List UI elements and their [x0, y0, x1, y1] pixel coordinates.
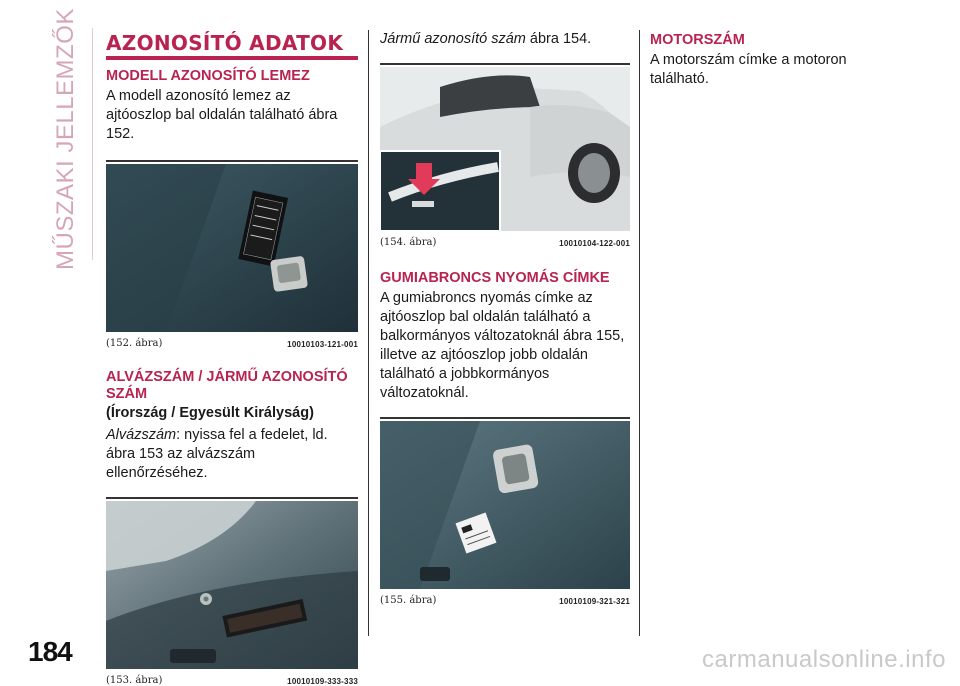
- figure-152: [106, 160, 358, 349]
- figure-153-label: (153. ábra): [106, 675, 163, 686]
- model-plate-heading: MODELL AZONOSÍTÓ LEMEZ: [106, 68, 310, 84]
- engine-number-heading: MOTORSZÁM: [650, 32, 745, 48]
- figure-154: [380, 63, 630, 248]
- tyre-pressure-text: A gumiabroncs nyomás címke az ajtóoszlop bal oldalán található a balkormányos változatoknál ábra 155, illetve az ajtóoszlop jobb oldalán található a jobbkormányos változatoknál.: [380, 290, 625, 401]
- figure-155-code: 10010109-321-321: [559, 597, 630, 606]
- figure-155-label: (155. ábra): [380, 595, 437, 606]
- main-title: AZONOSÍTÓ ADATOK: [106, 32, 358, 60]
- model-plate-text: A modell azonosító lemez az ajtóoszlop bal oldalán található ábra 152.: [106, 88, 338, 142]
- figure-153-image: [106, 501, 358, 669]
- figure-155: [380, 417, 630, 606]
- vehicle-id-italic: Jármű azonosító szám: [380, 31, 526, 47]
- column-divider-2: [639, 30, 640, 636]
- figure-154-code: 10010104-122-001: [559, 239, 630, 248]
- figure-152-label: (152. ábra): [106, 338, 163, 349]
- vin-heading: ALVÁZSZÁM / JÁRMŰ AZONOSÍTÓ SZÁM: [106, 369, 348, 402]
- figure-154-label: (154. ábra): [380, 237, 437, 248]
- engine-number-text: A motorszám címke a motoron található.: [650, 52, 847, 87]
- side-title-rule: [92, 28, 93, 260]
- column-3: [650, 32, 890, 89]
- figure-152-image: [106, 164, 358, 332]
- column-1: [106, 26, 358, 686]
- watermark: carmanualsonline.info: [702, 646, 946, 673]
- column-2: [380, 30, 630, 606]
- vin-text-italic: Alvázszám: [106, 427, 177, 443]
- vin-text: [106, 426, 358, 483]
- vin-text-rest: : nyissa fel a fedelet, ld. ábra 153 az alvázszám ellenőrzéséhez.: [106, 427, 328, 481]
- vehicle-id-rest: ábra 154.: [525, 31, 592, 47]
- figure-153-code: 10010109-333-333: [287, 677, 358, 686]
- figure-152-code: 10010103-121-001: [287, 340, 358, 349]
- vin-subheading: (Írország / Egyesült Királyság): [106, 405, 314, 421]
- tyre-pressure-heading: GUMIABRONCS NYOMÁS CÍMKE: [380, 270, 610, 286]
- figure-155-image: [380, 421, 630, 589]
- figure-154-image: [380, 67, 630, 231]
- page-number: 184: [28, 636, 72, 667]
- vehicle-id-intro: [380, 30, 630, 49]
- column-divider-1: [368, 30, 369, 636]
- section-side-title: MŰSZAKI JELLEMZŐK: [52, 8, 79, 270]
- figure-153: [106, 497, 358, 686]
